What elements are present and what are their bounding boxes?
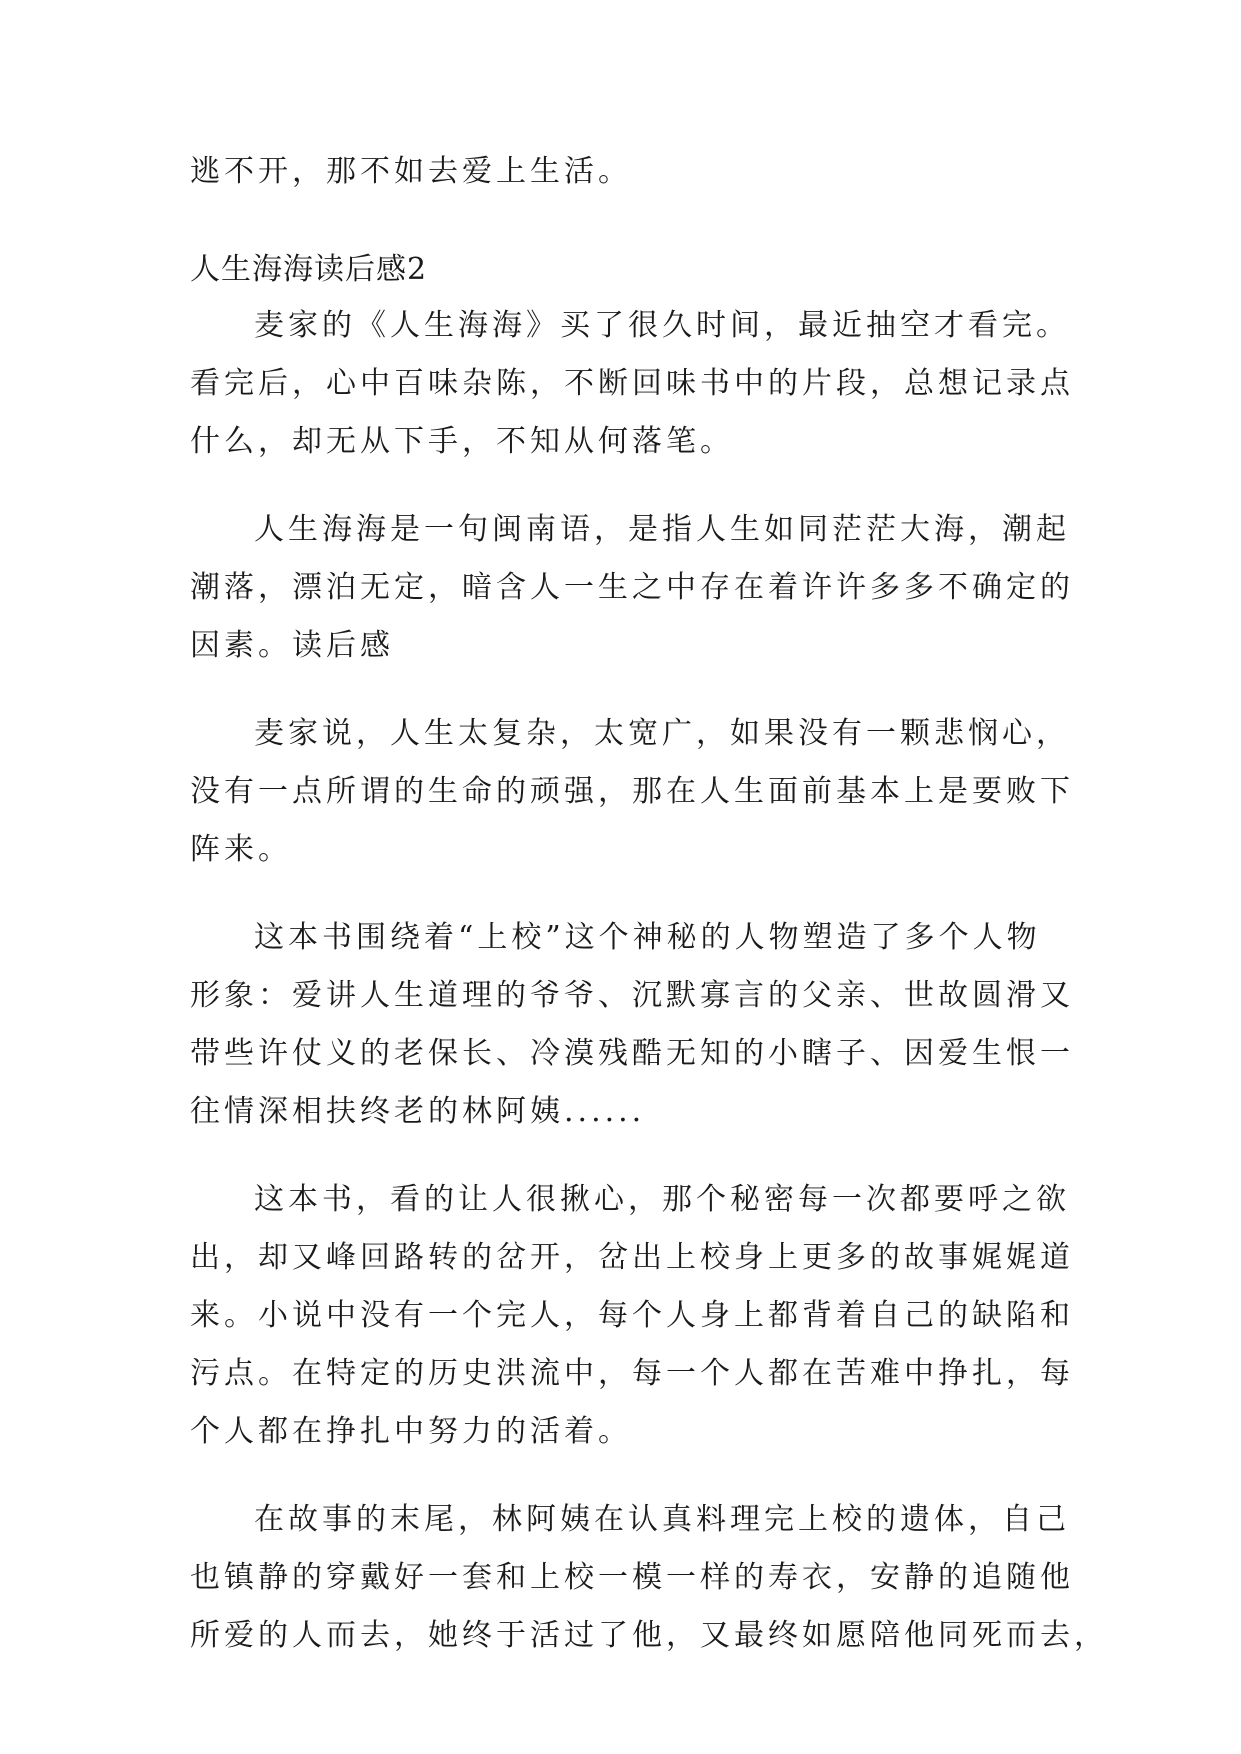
text-line: 来。小说中没有一个完人，每个人身上都背着自己的缺陷和 bbox=[190, 1298, 1074, 1333]
text-line: 也镇静的穿戴好一套和上校一模一样的寿衣，安静的追随他 bbox=[190, 1560, 1074, 1595]
text-line: 因素。读后感 bbox=[190, 628, 394, 663]
text-line: 看完后，心中百味杂陈，不断回味书中的片段，总想记录点 bbox=[190, 366, 1074, 401]
text-line: 个人都在挣扎中努力的活着。 bbox=[190, 1414, 632, 1449]
text-line: 人生海海是一句闽南语，是指人生如同茫茫大海，潮起 bbox=[254, 512, 1070, 547]
text-line: 潮落，漂泊无定，暗含人一生之中存在着许许多多不确定的 bbox=[190, 570, 1074, 605]
text-line: 带些许仗义的老保长、冷漠残酷无知的小瞎子、因爱生恨一 bbox=[190, 1036, 1074, 1071]
text-line: 逃不开，那不如去爱上生活。 bbox=[190, 154, 632, 189]
text-line: 什么，却无从下手，不知从何落笔。 bbox=[190, 424, 734, 459]
text-line: 污点。在特定的历史洪流中，每一个人都在苦难中挣扎，每 bbox=[190, 1356, 1074, 1391]
text-line: 麦家的《人生海海》买了很久时间，最近抽空才看完。 bbox=[254, 308, 1070, 343]
text-line: 形象：爱讲人生道理的爷爷、沉默寡言的父亲、世故圆滑又 bbox=[190, 978, 1074, 1013]
text-line: 出，却又峰回路转的岔开，岔出上校身上更多的故事娓娓道 bbox=[190, 1240, 1074, 1275]
text-line: 往情深相扶终老的林阿姨...... bbox=[190, 1094, 646, 1129]
text-line: 在故事的末尾，林阿姨在认真料理完上校的遗体，自己 bbox=[254, 1502, 1070, 1537]
section-heading: 人生海海读后感2 bbox=[190, 252, 428, 287]
text-line: 阵来。 bbox=[190, 832, 292, 867]
text-line: 没有一点所谓的生命的顽强，那在人生面前基本上是要败下 bbox=[190, 774, 1074, 809]
text-line: 麦家说，人生太复杂，太宽广，如果没有一颗悲悯心， bbox=[254, 716, 1070, 751]
text-line: 这本书围绕着“上校”这个神秘的人物塑造了多个人物 bbox=[254, 920, 1041, 955]
text-line: 所爱的人而去，她终于活过了他，又最终如愿陪他同死而去， bbox=[190, 1618, 1108, 1653]
text-line: 这本书，看的让人很揪心，那个秘密每一次都要呼之欲 bbox=[254, 1182, 1070, 1217]
